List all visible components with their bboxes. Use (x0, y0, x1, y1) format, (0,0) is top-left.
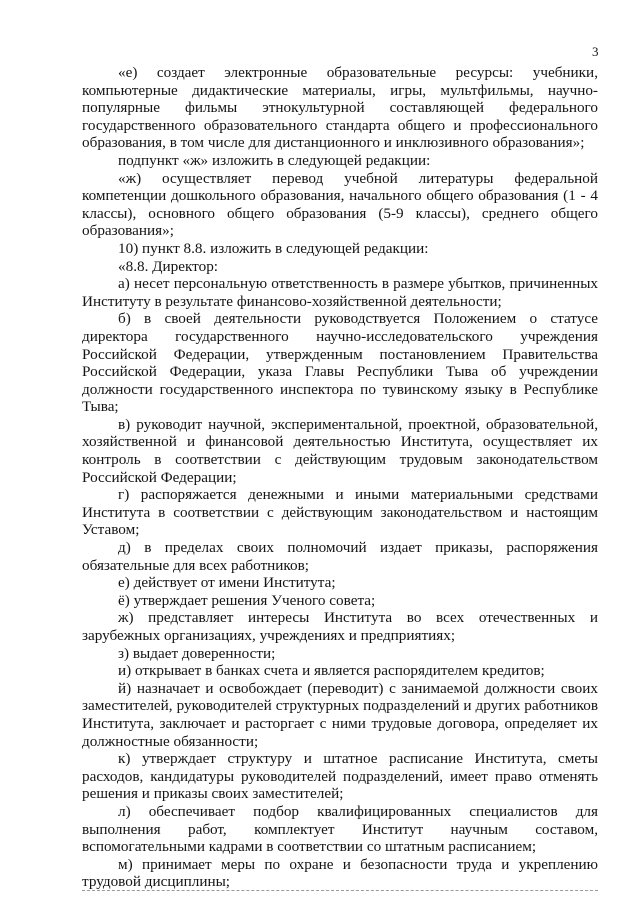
paragraph-b-regulations: б) в своей деятельности руководствуется Положением о статусе директора государственного научно-исследовательского учреждения Российской Федерации, утвержденным постановлением Правительства Российской Федерации, указа Главы Республики Тыва об учреждении должности государственного инспектора по тувинскому языку в Республике Тыва; (82, 310, 598, 416)
page-number: 3 (592, 44, 599, 59)
paragraph-m-labor-safety: м) принимает меры по охране и безопасности труда и укреплению трудовой дисциплины; (82, 855, 598, 891)
paragraph-zh-translation: «ж) осуществляет перевод учебной литературы федеральной компетенции дошкольного образования, начального общего образования (1 - 4 классы), основного общего образования (5-9 классы), среднего общего образования»; (82, 169, 598, 240)
paragraph-a-responsibility: а) несет персональную ответственность в размере убытков, причиненных Институту в результате финансово-хозяйственной деятельности; (82, 275, 598, 310)
paragraph-k-structure: к) утверждает структуру и штатное расписание Института, сметы расходов, кандидатуры руководителей подразделений, имеет право отменять решения и приказы своих заместителей; (82, 750, 598, 803)
paragraph-d-orders: д) в пределах своих полномочий издает приказы, распоряжения обязательные для всех работников; (82, 539, 598, 574)
paragraph-item-10-intro: 10) пункт 8.8. изложить в следующей редакции: (118, 239, 429, 257)
paragraph-zh-represents: ж) представляет интересы Института во всех отечественных и зарубежных организациях, учреждениях и предприятиях; (82, 609, 598, 644)
paragraph-i-bank-accounts: и) открывает в банках счета и является распорядителем кредитов; (118, 662, 545, 680)
footer-divider (82, 890, 598, 891)
paragraph-yo-approves-council: ё) утверждает решения Ученого совета; (118, 591, 376, 609)
document-body (82, 64, 598, 891)
paragraph-l-staffing: л) обеспечивает подбор квалифицированных специалистов для выполнения работ, комплектует Институт научным составом, вспомогательными кадрами в соответствии со штатным расписанием; (82, 802, 598, 856)
paragraph-v-management: в) руководит научной, экспериментальной, проектной, образовательной, хозяйственной и финансовой деятельностью Института, осуществляет их контроль в соответствии с действующим трудовым законодательством Российской Федерации; (82, 415, 598, 486)
paragraph-g-funds: г) распоряжается денежными и иными материальными средствами Института в соответствии с действующим законодательством и настоящим Уставом; (82, 486, 598, 539)
paragraph-e-acts-on-behalf: е) действует от имени Института; (118, 574, 336, 592)
paragraph-director-heading: «8.8. Директор: (118, 257, 219, 275)
paragraph-z-power-of-attorney: з) выдает доверенности; (118, 644, 276, 662)
paragraph-y-appointments: й) назначает и освобождает (переводит) с занимаемой должности своих заместителей, руководителей структурных подразделений и других работников Института, заключает и расторгает с ними трудовые договора, определяет их должностные обязанности; (82, 679, 598, 750)
paragraph-e-electronic-resources: «е) создает электронные образовательные ресурсы: учебники, компьютерные дидактические материалы, игры, мультфильмы, научно-популярные фильмы этнокультурной составляющей федерального государственного образовательного стандарта общего и профессионального образования, в том числе для дистанционного и инклюзивного образования»; (82, 64, 598, 152)
paragraph-subclause-zh-intro: подпункт «ж» изложить в следующей редакции: (118, 151, 431, 169)
